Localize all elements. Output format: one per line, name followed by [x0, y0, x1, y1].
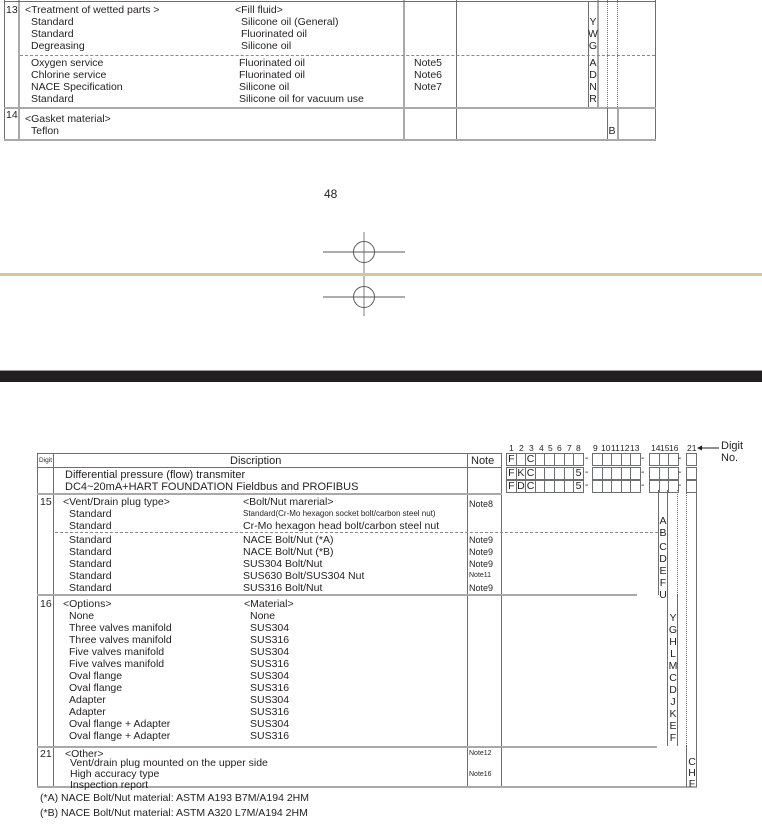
code-column-dotted: [686, 490, 687, 746]
treatment-item: Oxygen service: [31, 57, 104, 69]
code-letter: K: [669, 708, 677, 720]
bolt-nut-material: NACE Bolt/Nut (*B): [243, 546, 334, 558]
digit-16: 16: [40, 598, 52, 610]
code-box: F: [506, 480, 517, 493]
option-name: Oval flange + Adapter: [69, 718, 171, 730]
code-letter: D: [589, 69, 597, 81]
table-right-border: [655, 0, 656, 140]
digit-14: 14: [6, 109, 18, 121]
note-column-right: [456, 0, 457, 140]
vent-drain-type: Standard: [69, 582, 112, 594]
arrow-left-icon: [697, 444, 719, 452]
option-material: None: [250, 610, 276, 622]
row-16-top: [37, 594, 637, 596]
note-label: Note16: [469, 771, 492, 778]
note-label: Note9: [469, 583, 494, 593]
separator-dash: -: [678, 480, 682, 491]
note-column-left: [403, 0, 405, 140]
digit-number: 14: [651, 443, 661, 453]
separator-dash: -: [585, 467, 589, 478]
separator-dash: -: [678, 467, 682, 478]
treatment-item: NACE Specification: [31, 81, 123, 93]
treatment-item: Chlorine service: [31, 69, 107, 81]
digit-column-divider: [18, 0, 20, 140]
row-21-top: [37, 746, 657, 748]
code-letter: J: [670, 696, 676, 708]
option-name: Adapter: [69, 706, 106, 718]
digit-number: 4: [539, 443, 544, 453]
digit-number: 12: [620, 443, 630, 453]
code-letter: E: [669, 720, 677, 732]
option-name: Three valves manifold: [69, 622, 172, 634]
material-header: <Material>: [244, 598, 294, 610]
other-option: Vent/drain plug mounted on the upper side: [70, 757, 268, 769]
bolt-nut-header: <Bolt/Nut marerial>: [243, 496, 334, 508]
code-box: F: [506, 453, 517, 466]
vent-drain-type: Standard: [69, 570, 112, 582]
option-name: Oval flange + Adapter: [69, 730, 171, 742]
option-name: Oval flange: [69, 682, 123, 694]
bolt-nut-material: Cr-Mo hexagon head bolt/carbon steel nut: [243, 520, 440, 532]
fill-fluid-item: Silicone oil: [241, 40, 292, 52]
table-top-border: [37, 453, 502, 454]
note-label: Note12: [469, 750, 492, 757]
digit-number: 21: [687, 443, 697, 453]
code-box: [630, 480, 641, 493]
other-option: Inspection report: [70, 779, 149, 791]
code-box: [686, 467, 697, 480]
note-header: Note: [471, 455, 495, 467]
product-line-2: DC4~20mA+HART FOUNDATION Fieldbus and PROFIBUS: [65, 481, 359, 493]
code-box: C: [526, 453, 535, 465]
digit-number: 7: [567, 443, 572, 453]
option-material: SUS304: [250, 718, 290, 730]
code-box: C: [526, 467, 535, 479]
bolt-nut-material: SUS304 Bolt/Nut: [243, 558, 323, 570]
code-letter: C: [659, 541, 667, 553]
option-material: SUS316: [250, 658, 290, 670]
fill-fluid-item: Fluorinated oil: [239, 57, 305, 69]
note-column-right: [501, 453, 502, 787]
code-letter: R: [589, 93, 597, 105]
option-name: Five valves manifold: [69, 658, 165, 670]
note-label: Note9: [469, 559, 494, 569]
bolt-nut-material: SUS316 Bolt/Nut: [243, 582, 323, 594]
dark-band: [0, 371, 762, 382]
code-column-dotted: [607, 0, 608, 107]
code-letter: L: [670, 648, 676, 660]
digit-number: 9: [593, 443, 598, 453]
other-header: <Other>: [65, 748, 104, 760]
note-label: Note9: [469, 535, 494, 545]
digit-number: 16: [669, 443, 679, 453]
treatment-item: Degreasing: [31, 40, 85, 52]
code-column-dotted: [617, 0, 618, 107]
separator-dash: -: [641, 480, 645, 491]
code-letter: E: [659, 565, 667, 577]
row-13-dashed-separator: [20, 55, 655, 56]
digit-15: 15: [40, 496, 52, 508]
digit-header: Digit: [39, 457, 53, 464]
digit-number: 2: [519, 443, 524, 453]
table-left-border: [4, 0, 5, 140]
note-label: Note7: [414, 81, 443, 93]
bolt-nut-material: SUS630 Bolt/SUS304 Nut: [243, 570, 365, 582]
digit-no-label: Digit No.: [721, 440, 744, 464]
code-letter: U: [659, 589, 667, 601]
fill-fluid-item: Fluorinated oil: [241, 28, 307, 40]
code-box: 5: [573, 467, 584, 480]
options-header: <Options>: [63, 598, 112, 610]
product-line-1: Differential pressure (flow) transmiter: [65, 469, 246, 481]
note-label: Note11: [469, 572, 492, 579]
digit-number: 11: [611, 443, 620, 453]
fill-fluid-item: Fluorinated oil: [239, 69, 305, 81]
code-box: [573, 453, 584, 466]
code-box: 5: [573, 480, 584, 493]
option-name: Three valves manifold: [69, 634, 172, 646]
code-letter: B: [659, 527, 667, 539]
vent-drain-type: Standard: [69, 534, 112, 546]
code-box: [686, 453, 697, 466]
fill-fluid-item: Silicone oil (General): [241, 16, 339, 28]
bolt-nut-material: NACE Bolt/Nut (*A): [243, 534, 334, 546]
bolt-nut-material: Standard(Cr-Mo hexagon socket bolt/carbon steel nut): [243, 509, 436, 518]
code-letter: H: [688, 767, 696, 779]
gasket-header: <Gasket material>: [25, 113, 111, 125]
option-name: Adapter: [69, 694, 106, 706]
separator-dash: -: [585, 453, 589, 464]
row-13-top: [4, 1, 655, 2]
digit-number: 1: [509, 443, 514, 453]
option-name: None: [69, 610, 95, 622]
digit-number: 10: [601, 443, 611, 453]
code-box: K: [517, 467, 525, 479]
code-box: [630, 467, 641, 480]
footnote: (*A) NACE Bolt/Nut material: ASTM A193 B7M/A194 2HM: [40, 792, 310, 804]
code-box: C: [526, 480, 535, 492]
code-letter: F: [669, 732, 677, 744]
vent-drain-type: Standard: [69, 520, 112, 532]
row-14-top: [4, 107, 656, 109]
option-name: Five valves manifold: [69, 646, 165, 658]
option-material: SUS316: [250, 682, 290, 694]
product-row-bottom: [37, 493, 502, 495]
row-15-dashed-separator: [55, 532, 663, 533]
description-header: Discription: [230, 455, 282, 467]
header-bottom: [37, 467, 502, 468]
option-name: Oval flange: [69, 670, 123, 682]
option-material: SUS304: [250, 670, 290, 682]
option-material: SUS304: [250, 622, 290, 634]
code-letter: C: [669, 672, 677, 684]
code-column-21-right: [696, 490, 697, 787]
treatment-header: <Treatment of wetted parts >: [25, 4, 160, 16]
code-letter: C: [688, 756, 696, 768]
option-material: SUS304: [250, 694, 290, 706]
fill-fluid-item: Silicone oil for vacuum use: [239, 93, 364, 105]
separator-dash: -: [641, 453, 645, 464]
option-material: SUS316: [250, 634, 290, 646]
code-letter: N: [589, 81, 597, 93]
digit-number: 5: [548, 443, 553, 453]
code-letter: H: [669, 636, 677, 648]
note-label: Note5: [414, 57, 443, 69]
code-column-14-right: [617, 108, 619, 140]
code-letter: B: [608, 125, 616, 137]
footnote: (*B) NACE Bolt/Nut material: ASTM A320 L7M/A194 2HM: [40, 807, 308, 819]
note-label: Note9: [469, 547, 494, 557]
gasket-item: Teflon: [31, 125, 60, 137]
note-label: Note6: [414, 69, 443, 81]
treatment-item: Standard: [31, 16, 74, 28]
code-letter: W: [588, 28, 598, 40]
table-left-border: [37, 453, 38, 787]
table-bottom-border: [4, 139, 656, 141]
digit-21: 21: [40, 748, 52, 760]
vent-drain-type: Standard: [69, 508, 112, 520]
option-material: SUS316: [250, 730, 290, 742]
page-number: 48: [324, 187, 338, 201]
code-letter: D: [669, 684, 677, 696]
code-letter: G: [588, 40, 598, 52]
separator-dash: -: [585, 480, 589, 491]
digit-13: 13: [6, 4, 18, 16]
vent-drain-type: Standard: [69, 546, 112, 558]
separator-dash: -: [641, 467, 645, 478]
digit-number: 8: [576, 443, 581, 453]
vent-drain-header: <Vent/Drain plug type>: [63, 496, 170, 508]
treatment-item: Standard: [31, 28, 74, 40]
fill-fluid-header: <Fill fluid>: [235, 4, 283, 16]
treatment-item: Standard: [31, 93, 74, 105]
code-box: F: [506, 467, 517, 480]
digit-column-divider: [53, 453, 54, 787]
vent-drain-type: Standard: [69, 558, 112, 570]
code-letter: D: [659, 553, 667, 565]
fill-fluid-item: Silicone oil: [239, 81, 290, 93]
other-option: High accuracy type: [70, 768, 160, 780]
code-letter: A: [589, 57, 597, 69]
code-letter: A: [659, 515, 667, 527]
note-column-left: [467, 453, 468, 787]
code-letter: Y: [669, 612, 677, 624]
note-label: Note8: [469, 499, 494, 509]
digit-number: 6: [557, 443, 562, 453]
separator-dash: -: [678, 453, 682, 464]
digit-number: 13: [630, 443, 640, 453]
code-box: D: [517, 480, 525, 492]
code-box: [630, 453, 641, 466]
code-letter: F: [688, 778, 696, 790]
digit-number: 3: [529, 443, 534, 453]
option-material: SUS304: [250, 646, 290, 658]
code-letter: G: [668, 624, 678, 636]
code-column-dotted: [677, 490, 678, 595]
digit-number: 15: [660, 443, 670, 453]
option-material: SUS316: [250, 706, 290, 718]
code-letter: M: [668, 660, 678, 672]
page-rule: [0, 273, 762, 276]
registration-marks: [0, 230, 762, 340]
code-letter: Y: [589, 16, 597, 28]
code-letter: F: [659, 577, 667, 589]
